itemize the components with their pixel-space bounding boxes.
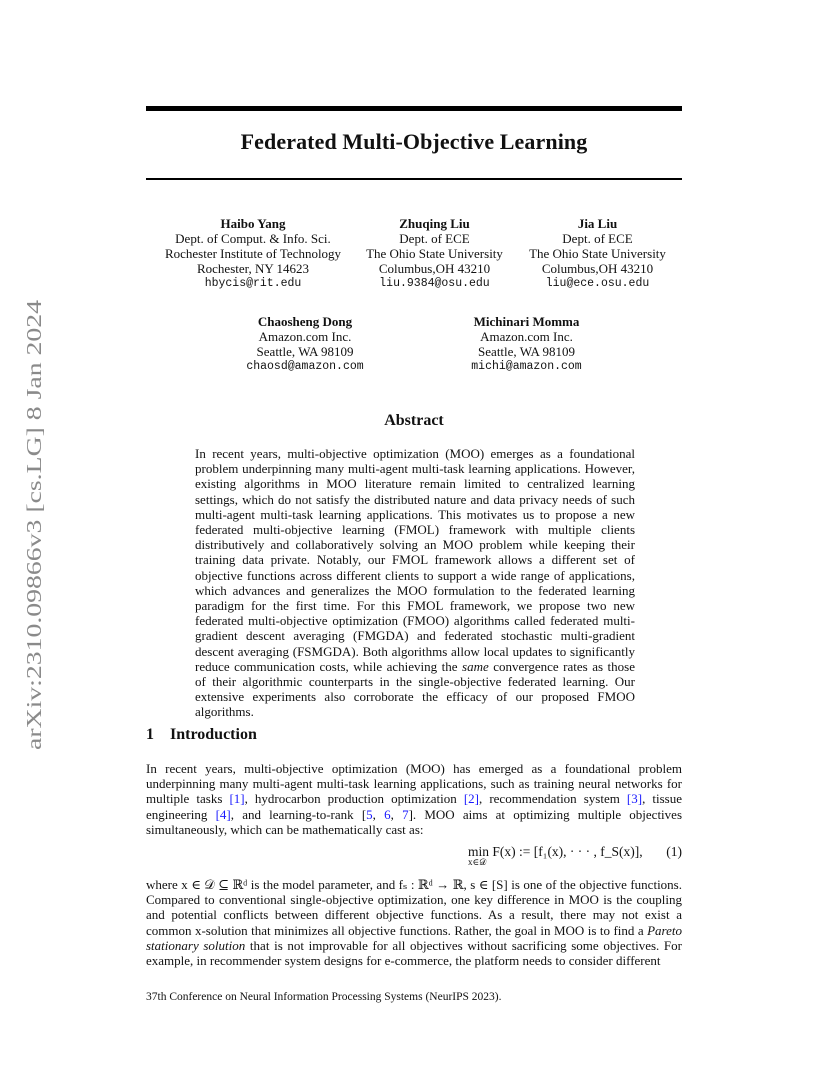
author-email[interactable]: michi@amazon.com <box>471 360 582 373</box>
author-name: Zhuqing Liu <box>399 216 470 231</box>
emphasis-text: Pareto stationary solution <box>146 922 682 953</box>
author-email[interactable]: liu.9384@osu.edu <box>379 277 490 290</box>
section-title: Introduction <box>170 726 257 743</box>
section-number: 1 <box>146 726 154 743</box>
author-block <box>225 314 385 374</box>
citation-link[interactable]: [3] <box>626 791 643 807</box>
abstract-body <box>195 446 635 720</box>
author-name: Haibo Yang <box>220 216 286 231</box>
citation-link[interactable]: 6 <box>384 806 391 822</box>
author-name: Jia Liu <box>577 216 618 231</box>
citation-link[interactable]: [4] <box>215 806 231 822</box>
arxiv-stamp <box>14 300 48 750</box>
conference-footer: 37th Conference on Neural Information Processing Systems (NeurIPS 2023). <box>146 991 502 1003</box>
abstract-text: convergence rates as those of their algorithmic counterparts in the single-objective federated learning. Our extensive experiments also corroborate the efficacy of our proposed FMOO algorithms. <box>195 658 635 720</box>
author-name: Michinari Momma <box>473 314 580 329</box>
arxiv-stamp-text: arXiv:2310.09866v3 [cs.LG] 8 Jan 2024 <box>22 409 46 750</box>
author-affiliation: The Ohio State University <box>366 246 503 261</box>
author-address: Columbus,OH 43210 <box>541 261 654 276</box>
author-block <box>155 216 351 291</box>
equation-1 <box>146 842 682 868</box>
equation-number: (1) <box>666 844 682 859</box>
author-address: Seattle, WA 98109 <box>256 344 354 359</box>
author-affiliation: Dept. of Comput. & Info. Sci. <box>175 231 331 246</box>
intro-paragraph: where x ∈ 𝒟 ⊆ ℝᵈ is the model parameter, and fₛ : ℝᵈ → ℝ, s ∈ [S] is one of the objective functions. Compared to conventional single-objective optimization, one key difference in MOO is the coupling and potential conflicts between different objective functions. As a result, there may not exist a common x-solution that minimizes all objective functions. Rather, the goal in MOO is to find a Pareto stationary solution that is not improvable for all objectives without sacrificing some objectives. For example, in recommender system designs for e-commerce, the platform needs to consider different <box>146 877 682 969</box>
paper-title: Federated Multi-Objective Learning <box>240 129 588 154</box>
top-rule <box>146 106 682 111</box>
author-email[interactable]: chaosd@amazon.com <box>246 360 364 373</box>
author-affiliation: The Ohio State University <box>529 246 666 261</box>
author-affiliation: Amazon.com Inc. <box>258 329 352 344</box>
citation-link[interactable]: 7 <box>402 806 409 822</box>
author-address: Rochester, NY 14623 <box>196 261 309 276</box>
title-rule <box>146 178 682 180</box>
author-email[interactable]: hbycis@rit.edu <box>204 277 302 290</box>
author-address: Columbus,OH 43210 <box>378 261 491 276</box>
author-affiliation: Dept. of ECE <box>562 231 633 246</box>
author-address: Seattle, WA 98109 <box>478 344 575 359</box>
author-affiliation: Amazon.com Inc. <box>480 329 573 344</box>
citation-link[interactable]: [2] <box>463 791 480 807</box>
author-email[interactable]: liu@ece.osu.edu <box>545 277 650 290</box>
author-block <box>520 216 675 291</box>
author-affiliation: Dept. of ECE <box>399 231 470 246</box>
equation-body: min F(x) := [f₁(x), · · · , f_S(x)], <box>468 844 643 859</box>
section-heading <box>146 726 257 744</box>
author-block <box>445 314 608 374</box>
author-block <box>357 216 512 291</box>
citation-link[interactable]: 5 <box>366 806 373 822</box>
abstract-heading: Abstract <box>384 412 444 429</box>
abstract-emphasis: same <box>462 658 489 674</box>
intro-paragraph: In recent years, multi-objective optimization (MOO) has emerged as a foundational problem underpinning many multi-agent multi-task learning applications, such as training neural networks for multiple tasks [1], hydrocarbon production optimization [2], recommendation system [3], tissue engineering [4], and learning-to-rank [5, 6, 7]. MOO aims at optimizing multiple objectives simultaneously, which can be mathematically cast as: <box>146 761 683 837</box>
author-affiliation: Rochester Institute of Technology <box>164 246 342 261</box>
author-name: Chaosheng Dong <box>257 314 353 329</box>
equation-subscript: x∈𝒟 <box>468 857 487 867</box>
abstract-text: In recent years, multi-objective optimization (MOO) emerges as a foundational problem underpinning many multi-agent multi-task learning applications. However, existing algorithms in MOO literature remain limited to centralized learning settings, which do not satisfy the distributed nature and data privacy needs of such multi-agent multi-task learning applications. This motivates us to propose a new federated multi-objective learning (FMOL) framework with multiple clients distributively and collaboratively solving an MOO problem while keeping their training data private. Notably, our FMOL framework allows a different set of objective functions across different clients to support a wide range of applications, which advances and generalizes the MOO formulation to the federated learning paradigm for the first time. For this FMOL framework, we propose two new federated multi-objective optimization (FMOO) algorithms called federated multi-gradient descent averaging (FMGDA) and federated stochastic multi-gradient descent averaging (FSMGDA). Both algorithms allow local updates to significantly reduce communication costs, while achieving the <box>195 446 635 674</box>
citation-link[interactable]: [1] <box>229 791 245 807</box>
